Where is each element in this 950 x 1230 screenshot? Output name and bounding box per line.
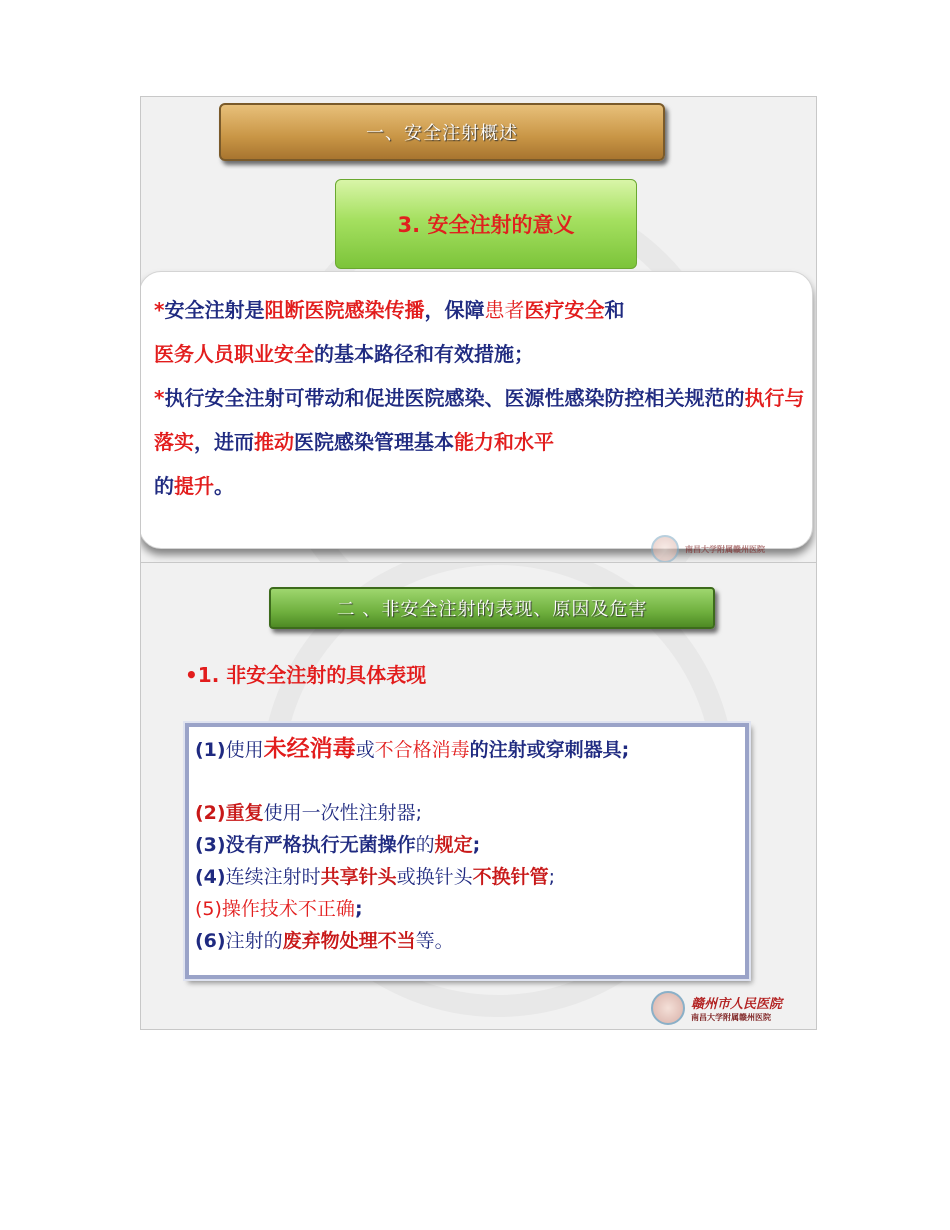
text-run: ; (548, 866, 556, 888)
text-run: 的 (415, 834, 435, 856)
hospital-logo (651, 991, 782, 1025)
text-run: 等。 (415, 930, 454, 952)
hospital-logo (651, 535, 765, 563)
text-run: 使用 (225, 739, 264, 761)
text-run: 提升 (174, 474, 214, 498)
text-run: 医务人员职业安全 (154, 342, 314, 366)
item-number: (6) (195, 930, 226, 952)
manifestation-list (185, 723, 749, 979)
text-run: 执行与落实 (154, 386, 805, 454)
text-run: 执行安全注射可带动和促进医院感染、医源性感染防控相关规范的 (164, 386, 745, 410)
text-run: 推动 (254, 430, 294, 454)
logo-caption: 南昌大学附属赣州医院 (685, 544, 765, 554)
list-item (195, 925, 731, 957)
text-run: 连续注射时 (225, 866, 321, 888)
hospital-name: 赣州市人民医院 (691, 997, 783, 1012)
text-run: 注射的 (225, 930, 283, 952)
text-run: ; (354, 898, 363, 920)
text-run: 医院感染管理基本 (294, 430, 454, 454)
text-run: 医疗安全 (524, 298, 605, 322)
item-number: (3) (195, 834, 226, 856)
text-run: 重复 (225, 802, 264, 824)
bullet-star: * (154, 298, 165, 322)
text-run: 能力和水平 (454, 430, 554, 454)
item-number: (1) (195, 739, 226, 761)
section-heading: •1. 非安全注射的具体表现 (185, 663, 427, 687)
text-panel (140, 271, 813, 549)
text-run: 或换针头 (396, 866, 473, 888)
text-run: 的 (154, 474, 174, 498)
hospital-subname: 南昌大学附属赣州医院 (691, 1013, 771, 1022)
section-banner: 二 、非安全注射的表现、原因及危害 (269, 587, 715, 629)
text-run: ，保障 (424, 298, 485, 322)
text-run: 或 (355, 739, 375, 761)
item-number: (4) (195, 866, 226, 888)
bullet-star: * (154, 386, 165, 410)
text-run: 规定 (434, 834, 473, 856)
text-run: 安全注射是 (164, 298, 265, 322)
item-number: (2) (195, 802, 226, 824)
list-item (195, 861, 731, 893)
item-number: (5) (195, 898, 222, 920)
section-banner: 一、安全注射概述 (219, 103, 665, 161)
text-run: 不合格消毒 (374, 739, 470, 761)
list-item (195, 893, 731, 925)
text-run: 阻断医院感染传播 (264, 298, 425, 322)
text-run: ; (472, 834, 481, 856)
list-item (195, 797, 731, 829)
text-run: 。 (214, 474, 234, 498)
slide-unsafe-injection (140, 562, 817, 1030)
text-run: 不换针管 (472, 866, 549, 888)
text-run: 废弃物处理不当 (282, 930, 416, 952)
subtitle-box: 3. 安全注射的意义 (335, 179, 637, 269)
text-run: 共享针头 (320, 866, 397, 888)
paragraph-2 (154, 376, 806, 508)
slide-safe-injection-overview (140, 96, 817, 563)
text-run: ，进而 (194, 430, 254, 454)
text-run: 患者 (484, 298, 525, 322)
paragraph-1 (154, 288, 806, 376)
list-item (195, 829, 731, 861)
logo-caption (691, 993, 782, 1023)
hospital-emblem-icon (651, 991, 685, 1025)
text-run: 的基本路径和有效措施； (314, 342, 534, 366)
text-run: 和 (604, 298, 625, 322)
text-run: 操作技术不正确 (221, 898, 355, 920)
text-run: 没有严格执行无菌操作 (225, 834, 416, 856)
text-run: 未经消毒 (263, 736, 356, 762)
hospital-emblem-icon (651, 535, 679, 563)
list-item (195, 733, 731, 766)
text-run: 使用一次性注射器; (263, 802, 423, 824)
text-run: 的注射或穿刺器具; (469, 739, 630, 761)
